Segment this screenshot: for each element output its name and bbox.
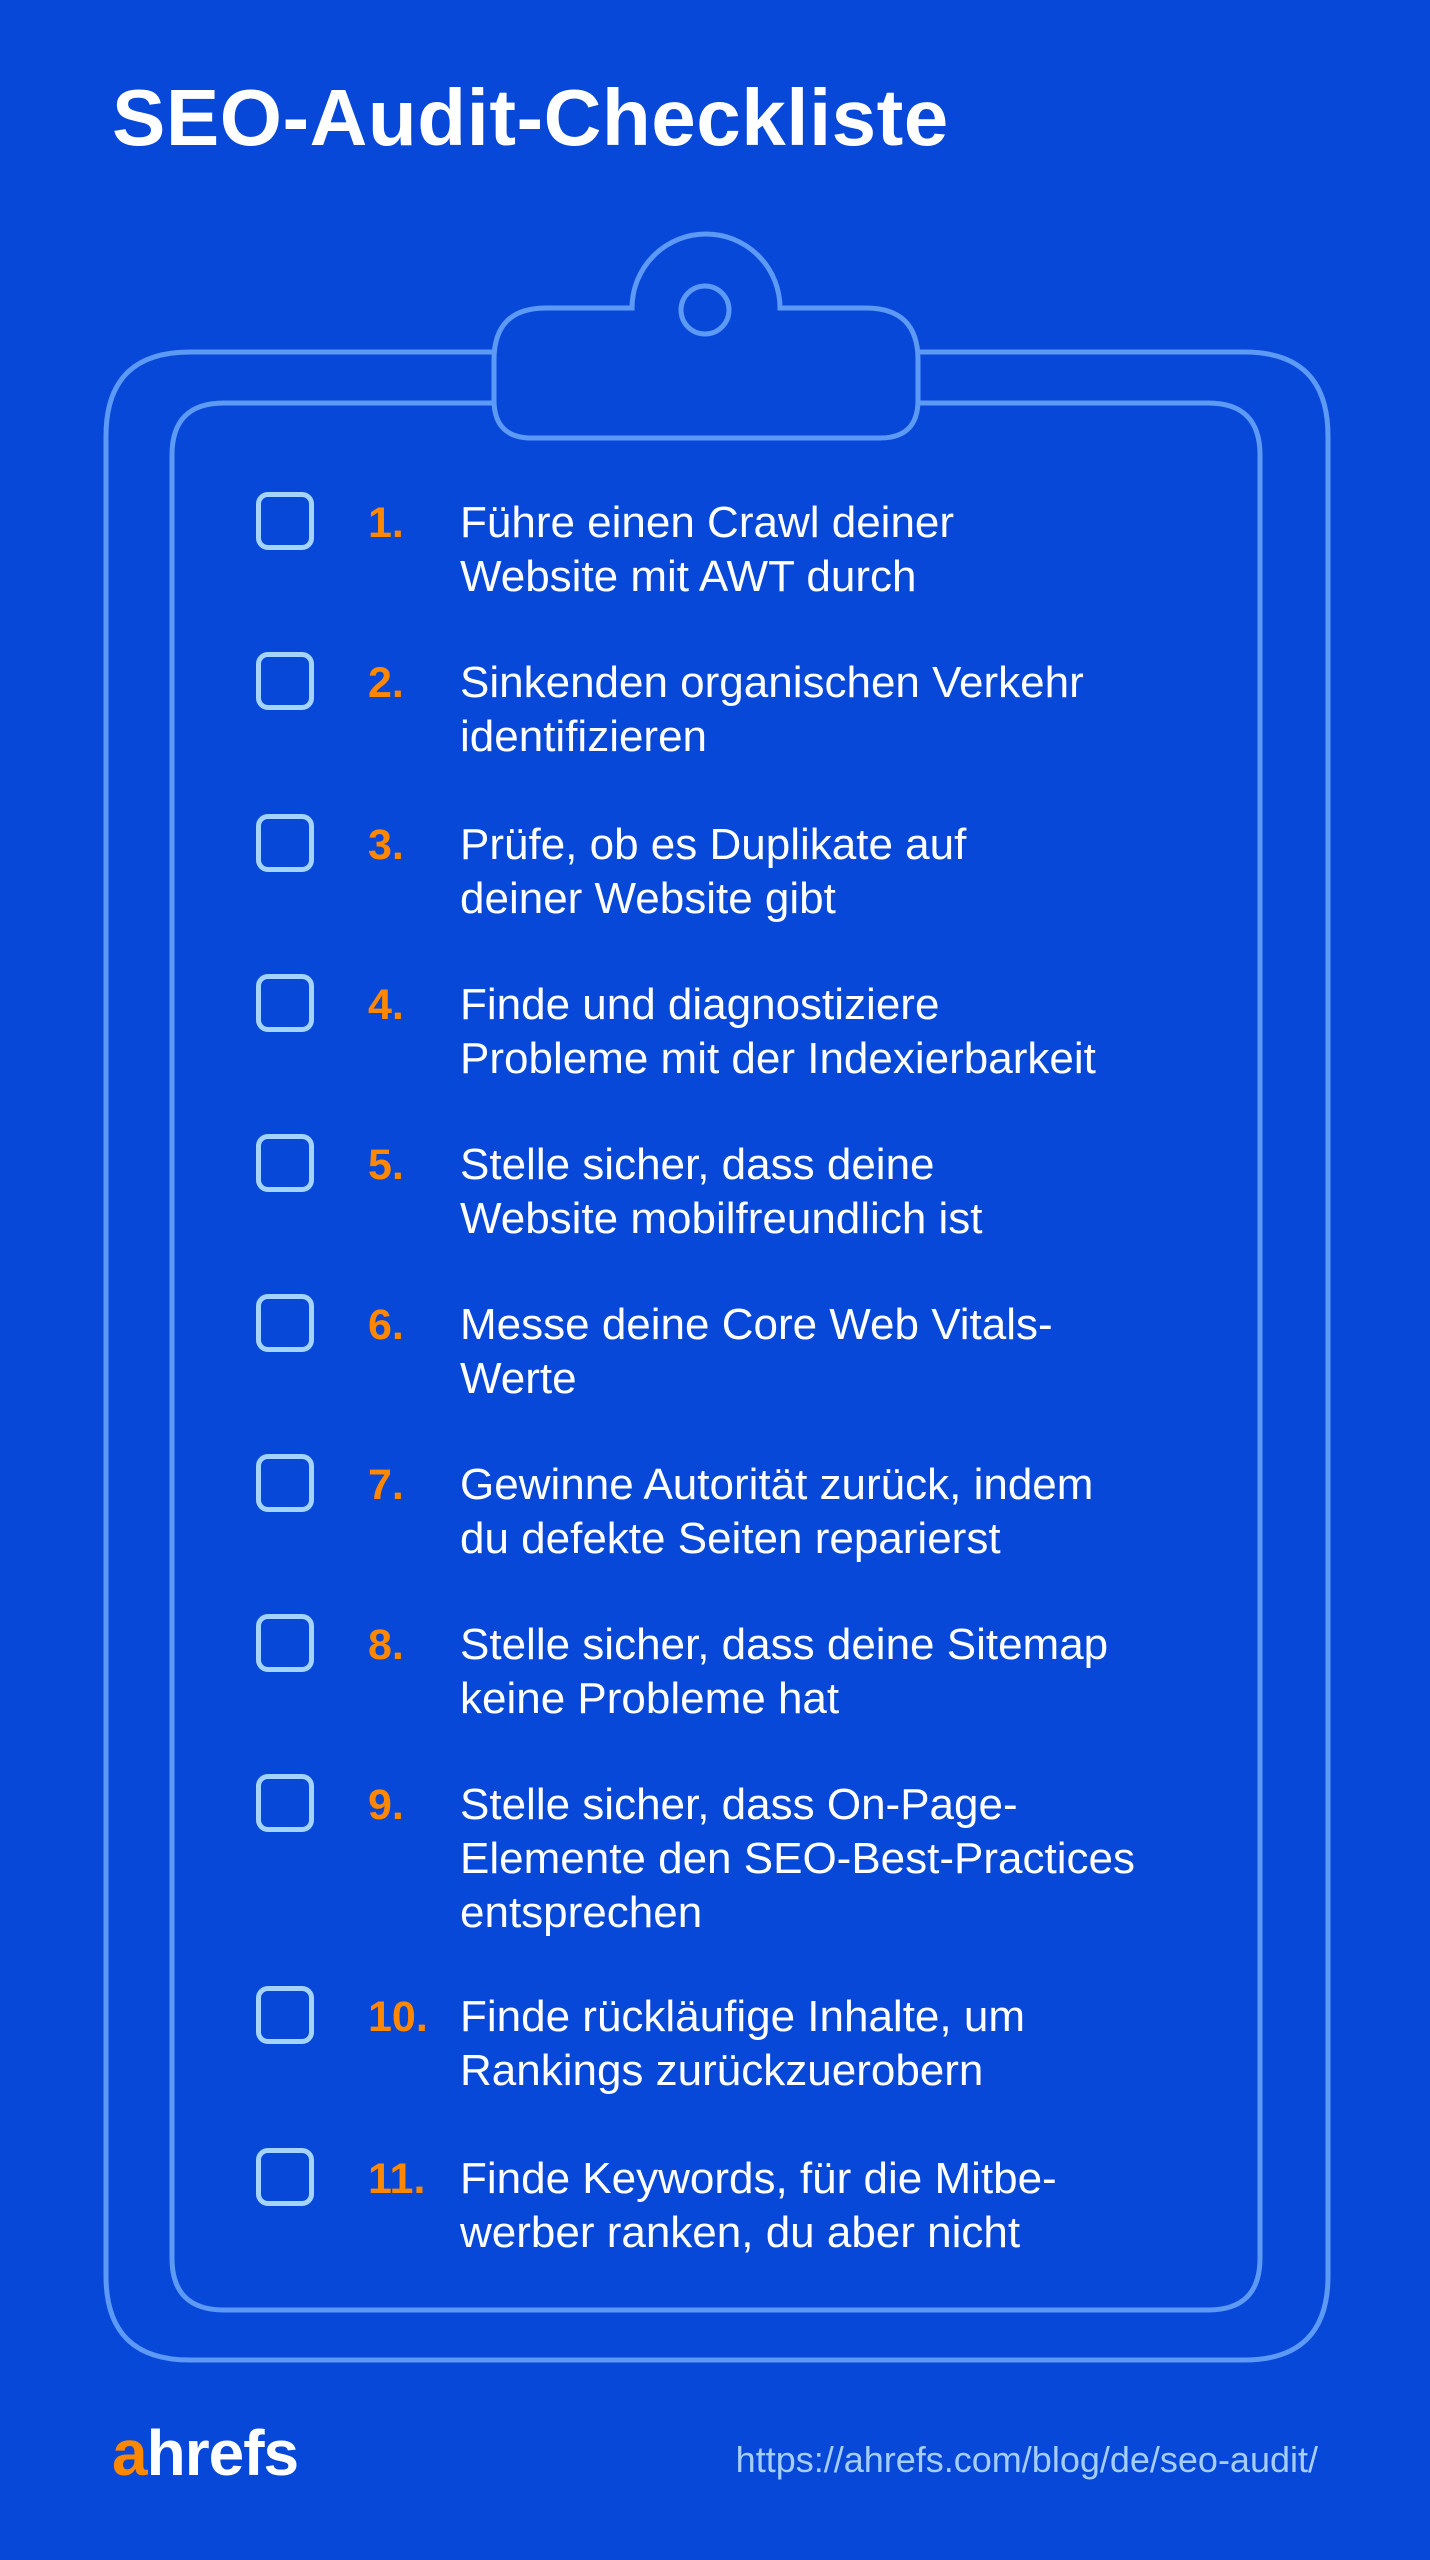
ahrefs-logo <box>112 2418 298 2488</box>
item-number: 8. <box>368 1621 404 1669</box>
item-text: Gewinne Autorität zurück, indem du defekte Seiten reparierst <box>460 1460 1094 1563</box>
item-number: 9. <box>368 1781 404 1829</box>
item-text: Prüfe, ob es Duplikate auf deiner Website gibt <box>460 820 967 923</box>
item-text: Stelle sicher, dass deine Website mobilfreundlich ist <box>460 1140 983 1243</box>
page-title: SEO-Audit-Checkliste <box>112 73 949 162</box>
checkbox[interactable] <box>256 1134 314 1192</box>
checkbox[interactable] <box>256 814 314 872</box>
item-text: Führe einen Crawl deiner Website mit AWT durch <box>460 498 955 601</box>
checkbox[interactable] <box>256 1294 314 1352</box>
checkbox[interactable] <box>256 2148 314 2206</box>
item-text: Finde rückläufige Inhalte, um Rankings zurückzuerobern <box>460 1992 1025 2095</box>
checkbox[interactable] <box>256 1986 314 2044</box>
checkbox[interactable] <box>256 492 314 550</box>
clipboard-clip-hole <box>681 286 729 334</box>
item-text: Stelle sicher, dass On-Page- Elemente den SEO-Best-Practices entsprechen <box>460 1780 1135 1937</box>
item-number: 6. <box>368 1301 404 1349</box>
item-number: 4. <box>368 981 404 1029</box>
item-number: 2. <box>368 659 404 707</box>
checkbox[interactable] <box>256 974 314 1032</box>
item-text: Sinkenden organischen Verkehr identifizieren <box>460 658 1084 761</box>
item-text: Finde und diagnostiziere Probleme mit der Indexierbarkeit <box>460 980 1096 1083</box>
item-text: Stelle sicher, dass deine Sitemap keine Probleme hat <box>460 1620 1109 1723</box>
item-number: 3. <box>368 821 404 869</box>
checkbox[interactable] <box>256 1454 314 1512</box>
item-number: 5. <box>368 1141 404 1189</box>
checkbox[interactable] <box>256 1614 314 1672</box>
source-url: https://ahrefs.com/blog/de/seo-audit/ <box>735 2439 1318 2480</box>
logo-rest: hrefs <box>146 2417 299 2489</box>
item-text: Messe deine Core Web Vitals- Werte <box>460 1300 1053 1403</box>
logo-accent-letter: a <box>112 2417 147 2489</box>
item-text: Finde Keywords, für die Mitbe- werber ranken, du aber nicht <box>460 2154 1057 2257</box>
item-number: 11. <box>368 2155 426 2203</box>
checkbox[interactable] <box>256 652 314 710</box>
item-number: 7. <box>368 1461 404 1509</box>
checkbox[interactable] <box>256 1774 314 1832</box>
item-number: 1. <box>368 499 404 547</box>
item-number: 10. <box>368 1993 428 2041</box>
